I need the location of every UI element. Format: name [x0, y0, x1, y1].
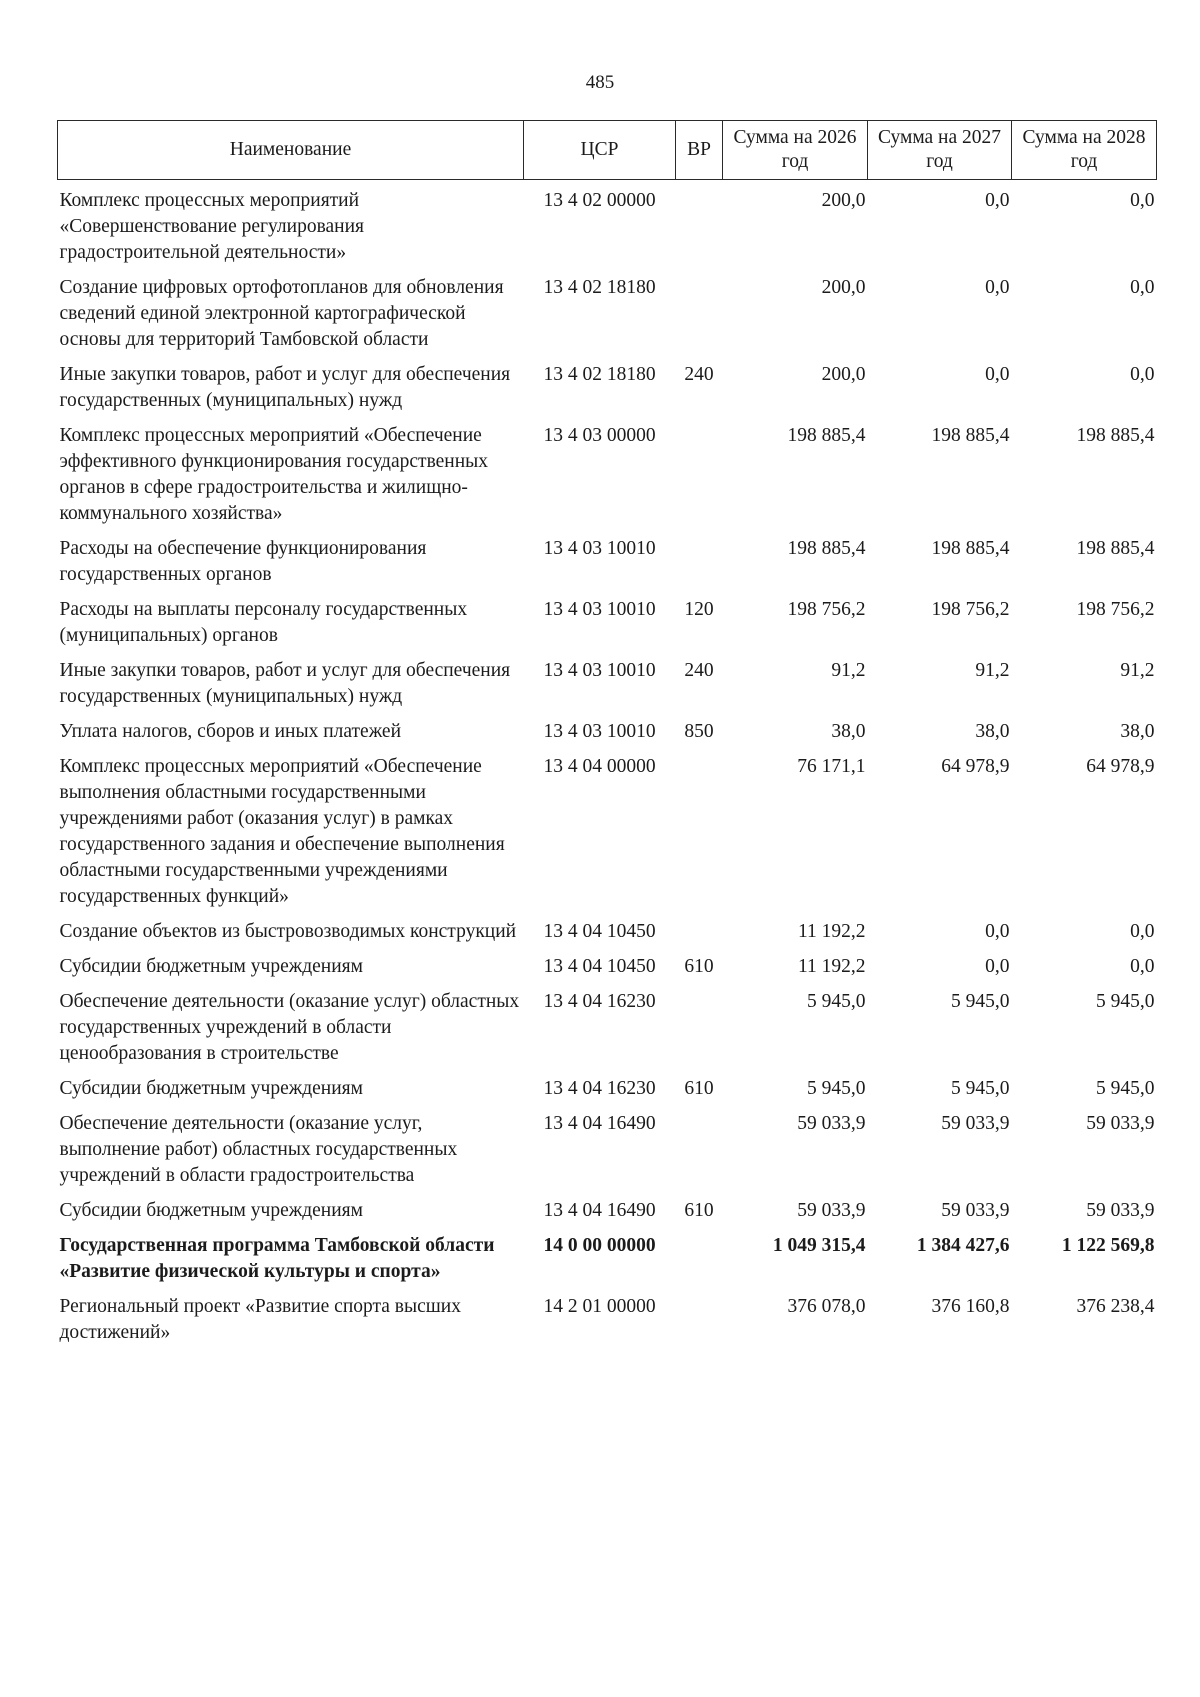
row-sum-2027: 91,2: [975, 660, 1010, 681]
row-name: Государственная программа Тамбовской области «Развитие физической культуры и спорта»: [59, 1235, 495, 1282]
row-csr: 13 4 03 10010: [543, 721, 656, 742]
row-sum-2026: 5 945,0: [807, 991, 866, 1012]
row-name: Расходы на обеспечение функционирования государственных органов: [59, 538, 427, 585]
page-number: 485: [585, 72, 615, 93]
row-sum-2027: 0,0: [985, 956, 1010, 977]
row-csr: 14 2 01 00000: [543, 1296, 656, 1317]
row-vr: [676, 989, 723, 1076]
row-sum-2028: 0,0: [1130, 364, 1155, 385]
table-row: [58, 658, 1157, 719]
table-row: [58, 954, 1157, 989]
table-row: [58, 423, 1157, 536]
row-sum-2028: 59 033,9: [1086, 1200, 1155, 1221]
row-sum-2027: 198 885,4: [931, 538, 1010, 559]
row-csr: 13 4 04 00000: [543, 756, 656, 777]
table-row: [58, 1076, 1157, 1111]
row-vr: [676, 180, 723, 276]
row-sum-2026: 11 192,2: [797, 956, 866, 977]
row-sum-2027: 59 033,9: [941, 1200, 1010, 1221]
table-row: [58, 1198, 1157, 1233]
row-sum-2027: 0,0: [985, 921, 1010, 942]
row-vr: [676, 1233, 723, 1294]
row-vr: 610: [684, 1078, 714, 1099]
row-sum-2026: 59 033,9: [797, 1113, 866, 1134]
row-csr: 13 4 04 16490: [543, 1113, 656, 1134]
row-sum-2027: 64 978,9: [941, 756, 1010, 777]
row-vr: 120: [684, 599, 714, 620]
row-vr: [676, 275, 723, 362]
header-row: [58, 121, 1157, 180]
row-vr: [676, 754, 723, 919]
header-sum-2026: Сумма на 2026 год: [723, 121, 868, 180]
row-csr: 13 4 04 10450: [543, 921, 656, 942]
row-csr: 13 4 04 16230: [543, 1078, 656, 1099]
row-csr: 13 4 04 10450: [543, 956, 656, 977]
row-csr: 13 4 03 10010: [543, 538, 656, 559]
row-sum-2027: 5 945,0: [951, 1078, 1010, 1099]
row-sum-2027: 0,0: [985, 190, 1010, 211]
row-name: Комплекс процессных мероприятий «Совершенствование регулирования градостроительной деятельности»: [59, 190, 365, 263]
row-csr: 13 4 03 10010: [543, 660, 656, 681]
row-sum-2026: 11 192,2: [797, 921, 866, 942]
header-vr: ВР: [676, 121, 723, 180]
row-sum-2028: 376 238,4: [1076, 1296, 1155, 1317]
row-sum-2028: 38,0: [1120, 721, 1155, 742]
row-name: Субсидии бюджетным учреждениям: [59, 1078, 363, 1099]
row-vr: 610: [684, 956, 714, 977]
row-sum-2026: 198 885,4: [787, 538, 866, 559]
row-vr: 240: [684, 364, 714, 385]
row-sum-2027: 198 885,4: [931, 425, 1010, 446]
row-name: Иные закупки товаров, работ и услуг для обеспечения государственных (муниципальных) нужд: [59, 660, 511, 707]
row-sum-2026: 5 945,0: [807, 1078, 866, 1099]
row-sum-2028: 198 885,4: [1076, 425, 1155, 446]
row-sum-2028: 0,0: [1130, 921, 1155, 942]
table-row: [58, 919, 1157, 954]
row-sum-2028: 1 122 569,8: [1061, 1235, 1155, 1256]
table-row: [58, 536, 1157, 597]
row-sum-2028: 59 033,9: [1086, 1113, 1155, 1134]
row-csr: 13 4 04 16230: [543, 991, 656, 1012]
row-sum-2028: 0,0: [1130, 190, 1155, 211]
header-name: Наименование: [58, 121, 524, 180]
row-sum-2026: 200,0: [821, 190, 866, 211]
table-row: [58, 754, 1157, 919]
row-sum-2027: 38,0: [975, 721, 1010, 742]
row-vr: 240: [684, 660, 714, 681]
table-row: [58, 362, 1157, 423]
row-sum-2026: 198 756,2: [787, 599, 866, 620]
table-row: [58, 180, 1157, 276]
row-name: Расходы на выплаты персоналу государственных (муниципальных) органов: [59, 599, 468, 646]
row-vr: 610: [684, 1200, 714, 1221]
table-row: [58, 1294, 1157, 1355]
row-sum-2026: 1 049 315,4: [772, 1235, 866, 1256]
row-sum-2027: 5 945,0: [951, 991, 1010, 1012]
header-sum-2027: Сумма на 2027 год: [868, 121, 1012, 180]
table-row: [58, 719, 1157, 754]
row-csr: 13 4 04 16490: [543, 1200, 656, 1221]
row-sum-2026: 198 885,4: [787, 425, 866, 446]
row-sum-2027: 1 384 427,6: [916, 1235, 1010, 1256]
row-sum-2026: 376 078,0: [787, 1296, 866, 1317]
row-sum-2028: 198 756,2: [1076, 599, 1155, 620]
row-name: Иные закупки товаров, работ и услуг для обеспечения государственных (муниципальных) нужд: [59, 364, 511, 411]
row-name: Комплекс процессных мероприятий «Обеспечение выполнения областными государственными учреждениями работ (оказания услуг) в рамках государственного задания и обеспечение выполнения областными государственными учреждениями государственных функций»: [59, 756, 505, 907]
row-sum-2027: 59 033,9: [941, 1113, 1010, 1134]
row-sum-2026: 91,2: [831, 660, 866, 681]
budget-table: [57, 120, 1157, 1355]
table-row: [58, 597, 1157, 658]
header-csr: ЦСР: [524, 121, 676, 180]
row-vr: [676, 1294, 723, 1355]
row-sum-2027: 198 756,2: [931, 599, 1010, 620]
row-sum-2028: 0,0: [1130, 956, 1155, 977]
row-name: Субсидии бюджетным учреждениям: [59, 1200, 363, 1221]
row-name: Региональный проект «Развитие спорта высших достижений»: [59, 1296, 461, 1343]
row-sum-2028: 64 978,9: [1086, 756, 1155, 777]
row-sum-2026: 38,0: [831, 721, 866, 742]
row-sum-2026: 200,0: [821, 364, 866, 385]
row-csr: 13 4 02 18180: [543, 364, 656, 385]
row-name: Создание объектов из быстровозводимых конструкций: [59, 921, 517, 942]
row-sum-2028: 5 945,0: [1096, 991, 1155, 1012]
row-name: Создание цифровых ортофотопланов для обновления сведений единой электронной картографической основы для территорий Тамбовской области: [59, 277, 504, 350]
row-name: Уплата налогов, сборов и иных платежей: [59, 721, 402, 742]
header-sum-2028: Сумма на 2028 год: [1012, 121, 1157, 180]
table-body: [58, 180, 1157, 1356]
row-sum-2028: 91,2: [1120, 660, 1155, 681]
row-sum-2027: 0,0: [985, 277, 1010, 298]
row-sum-2028: 0,0: [1130, 277, 1155, 298]
row-csr: 13 4 03 10010: [543, 599, 656, 620]
row-sum-2026: 200,0: [821, 277, 866, 298]
row-csr: 13 4 03 00000: [543, 425, 656, 446]
row-vr: [676, 423, 723, 536]
table-row: [58, 1233, 1157, 1294]
row-name: Комплекс процессных мероприятий «Обеспечение эффективного функционирования государственных органов в сфере градостроительства и жилищно-коммунального хозяйства»: [59, 425, 489, 524]
row-sum-2026: 76 171,1: [797, 756, 866, 777]
row-csr: 14 0 00 00000: [543, 1235, 656, 1256]
row-vr: [676, 536, 723, 597]
row-csr: 13 4 02 00000: [543, 190, 656, 211]
table-row: [58, 275, 1157, 362]
row-sum-2028: 5 945,0: [1096, 1078, 1155, 1099]
table-header: [58, 121, 1157, 180]
table-row: [58, 1111, 1157, 1198]
row-name: Обеспечение деятельности (оказание услуг, выполнение работ) областных государственных учреждений в области градостроительства: [59, 1113, 458, 1186]
row-csr: 13 4 02 18180: [543, 277, 656, 298]
row-sum-2027: 376 160,8: [931, 1296, 1010, 1317]
row-sum-2026: 59 033,9: [797, 1200, 866, 1221]
row-vr: 850: [684, 721, 714, 742]
table-row: [58, 989, 1157, 1076]
row-name: Субсидии бюджетным учреждениям: [59, 956, 363, 977]
row-name: Обеспечение деятельности (оказание услуг) областных государственных учреждений в области ценообразования в строительстве: [59, 991, 520, 1064]
row-vr: [676, 919, 723, 954]
row-sum-2028: 198 885,4: [1076, 538, 1155, 559]
row-sum-2027: 0,0: [985, 364, 1010, 385]
row-vr: [676, 1111, 723, 1198]
